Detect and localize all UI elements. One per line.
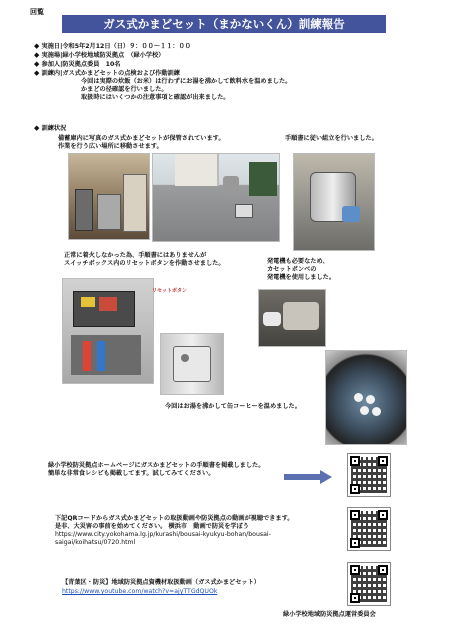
info-item: ◆ 参加人|防災拠点委員 10名 [34, 60, 121, 68]
info-detail: 取扱時にはいくつかの注意事項と確認が出来ました。 [81, 94, 230, 101]
photo-assembled [293, 153, 375, 251]
city-url[interactable]: saigai/koihatsu/0720.html [55, 539, 136, 546]
page-title: ガス式かまどセット（まかないくん）訓練報告 [62, 15, 386, 33]
circulation-label: 回覧 [30, 8, 44, 16]
caption-reset: 正常に着火しなかった為、手順書にはありませんが スイッチボックス内のリセットボタンを作動させました。 [64, 252, 225, 267]
diamond-icon: ◆ [34, 60, 40, 68]
info-item: ◆ 訓練内|ガス式かまどセットの点検および作動訓練 [34, 69, 180, 77]
info-list [34, 42, 291, 102]
caption-generator: 発電機も必要なため、 カセットボンベの 発電機を使用しました。 [267, 258, 336, 281]
section-title: ◆ 訓練状況 [34, 124, 67, 132]
photo-pot-cans [325, 350, 407, 445]
caption-coffee: 今回はお湯を沸かして缶コーヒーを温めました。 [165, 403, 301, 410]
homepage-notice: 緑小学校防災拠点ホームページにガスかまどセットの手順書を掲載しました。 簡単な非常食レシピも掲載してます。試してみてください。 [48, 462, 265, 477]
caption-storage: 備蓄庫内に写真のガス式かまどセットが保管されています。 作業を行う広い場所に移動させます。 [58, 135, 225, 150]
footer-org: 緑小学校地域防災拠点運営委員会 [283, 611, 376, 618]
photo-control-panel [160, 333, 224, 395]
caption-assembly: 手順書に従い組立を行いました。 [285, 135, 378, 142]
qr-code-icon[interactable] [347, 562, 391, 606]
info-detail: 今回は実際の炊飯（お米）は行わずにお湯を沸かして飲料水を温めました。 [81, 78, 292, 85]
qr-code-icon[interactable] [347, 507, 391, 551]
info-item: ◆ 実施場|緑小学校地域防災拠点 （緑小学校） [34, 51, 165, 59]
reset-button-label: リセットボタン [152, 288, 187, 294]
photo-generator [258, 289, 326, 347]
city-url[interactable]: https://www.city.yokohama.lg.jp/kurashi/bousai-kyukyu-bohan/bousai- [55, 531, 271, 538]
arrow-right-icon [284, 470, 332, 484]
photo-storage [68, 153, 150, 240]
video-link[interactable]: https://www.youtube.com/watch?v=ajyTTGdQUOk [62, 588, 218, 595]
photo-switchbox [62, 278, 154, 384]
diamond-icon: ◆ [34, 69, 40, 77]
info-detail: かまどの径確認を行いました。 [81, 86, 168, 93]
qr-info-text: 下記QRコードからガス式かまどセットの取扱動画や防災拠点の動画が視聴できます。 是非、大災害の事前を始めてください。 横浜市 動画で防災を学ぼう https://www.city.yokohama.lg.jp/kurashi/bousai-kyukyu-bohan/bousai- saigai/koihatsu/0720.html [55, 515, 294, 546]
qr-code-icon[interactable] [347, 453, 391, 497]
diamond-icon: ◆ [34, 51, 40, 59]
diamond-icon: ◆ [34, 42, 40, 50]
video-title: 【青葉区・防災】地域防災拠点資機材取扱動画（ガス式かまどセット） [62, 579, 260, 586]
diamond-icon: ◆ [34, 124, 40, 132]
photo-street [152, 153, 280, 242]
info-item: ◆ 実施日|令和5年2月12日（日）９：００～１１：００ [34, 42, 191, 50]
